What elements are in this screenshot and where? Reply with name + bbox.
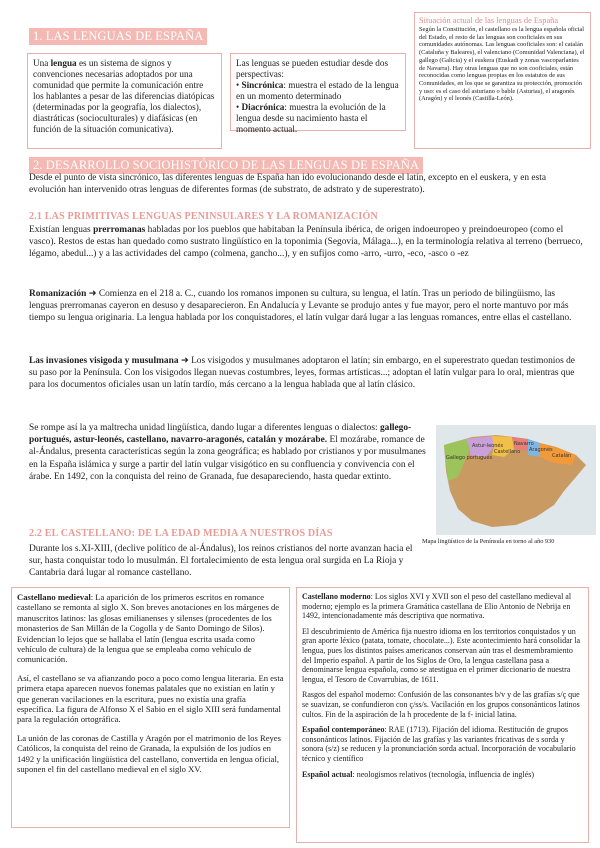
definition-text-pre: Una — [33, 58, 51, 68]
linguistic-map-930 — [436, 425, 596, 535]
medieval-term: Castellano medieval — [17, 592, 91, 602]
lengua-definition-box — [27, 53, 222, 149]
modern-p2: El descubrimiento de América fija nuestro idioma en los territorios conquistados y un gran aporte léxico (patata, tomate, chocolate...). Este acontecimiento hará consolidar la lengua, pues los distintos países americanos conservan aún tras el desmembramiento del Imperio español. A partir de los Siglos de Oro, la lengua castellana pasa a denominarse lengua española, como se atestigua en el primer diccionario de nuestra lengua, el Tesoro de Covarrubias, de 1611. — [302, 626, 581, 684]
medieval-p1: Castellano medieval: La aparición de los primeros escritos en romance castellano se remonta al siglo X. Son breves anotaciones en los márgenes de manuscritos latinos: las glosas emilianenses y silenses (procedentes de los monasterios de San Millán de la Cogolla y de Santo Domingo de Silos). Evidencian lo lejos que se hallaba el latín (lengua escrita usada como vehículo de cultura) de la lengua que se empleaba como vehículo de comunicación. — [17, 592, 280, 665]
castellano-medieval-box — [11, 587, 290, 828]
invasiones-paragraph: Las invasiones visigoda y musulmana ➜ Los visigodos y musulmanes adoptaron el latín; sin embargo, en el superestrato quedan testimonios de su paso por la Península. Con los visigodos llegan nuevas costumbres, leyes, formas artísticas...; adoptan el latín vulgar para lo oral, mientras que para los documentos oficiales usan un latín tardío, más cercano a la lengua hablada que al latín clásico. — [29, 356, 575, 391]
dialectos-paragraph: Se rompe así la ya maltrecha unidad lingüística, dando lugar a diferentes lenguas o dialectos: gallego-portugués, astur-leonés, castellano, navarro-aragonés, catalán y mozárabe. El mozárabe, romance de al-Ándalus, presenta características según la zona geográfica; es hablado por cristianos y por musulmanes en la España islámica y surge a partir del latín vulgar visigótico en su confluencia y convivencia con el árabe. En 1492, con la conquista del reino de Granada, fue desapareciendo, hasta quedar extinto. — [29, 423, 426, 482]
perspective-diachronic: • Diacrónica: muestra la evolución de la lengua desde su nacimiento hasta el momento actual. — [236, 102, 386, 134]
section-2-heading: 2. DESARROLLO SOCIOHISTÓRICO DE LAS LENGUAS DE ESPAÑA — [29, 157, 423, 174]
subsection-2-2-heading: 2.2 EL CASTELLANO: DE LA EDAD MEDIA A NUESTROS DÍAS — [29, 528, 333, 539]
modern-p3: Rasgos del español moderno: Confusión de las consonantes b/v y de las grafías s/ç que se suavizan, se confundieron con ç/ss/s. Vacilación en los grupos consonánticos latinos cultos. Fin de la aspiración de la h procedente de la f- inicial latina. — [302, 690, 580, 719]
lengua-term: lengua — [50, 58, 77, 68]
romanizacion-term: Romanización — [29, 289, 87, 299]
invasiones-term: Las invasiones visigoda y musulmana — [29, 356, 179, 366]
current-situation-text: Según la Constitución, el castellano es la lengua española oficial del Estado, el resto de las lenguas son cooficiales en sus comunidades autónomas. Las lenguas cooficiales son: el catalán (Cataluña y Baleares), el valenciano (Comunidad Valenciana), el gallego (Galicia) y el euskera (Euskadi y zonas vascoparlantes de Navarra). Hay otras lenguas que no son cooficiales, están reconocidas como lenguas propias en los estatutos de sus Comunidades, en los que se garantiza su protección, promoción y uso: es el caso del asturiano o bable (Asturias), el aragonés (Aragón) y el leonés (Castilla-León). — [419, 26, 585, 103]
prerromanas-term: prerromanas — [93, 225, 146, 235]
synchronic-text: : muestra el estado de la lengua en un momento determinado — [236, 80, 399, 101]
perspectives-intro: Las lenguas se pueden estudiar desde dos perspectivas: — [236, 58, 389, 79]
map-label-gallego: Gallego portugués — [446, 455, 493, 461]
subsection-2-1-heading: 2.1 LAS PRIMITIVAS LENGUAS PENINSULARES Y LA ROMANIZACIÓN — [29, 211, 378, 222]
castellano-origin-paragraph: Durante los s.XI-XIII, (declive político de al-Ándalus), los reinos cristianos del norte avanzan hacia el sur, hasta conquistar todo lo musulmán. El fortalecimiento de esta lengua oral surgida en La Rioja y Cantabria dará lugar al romance castellano. — [29, 544, 413, 579]
prerromanas-paragraph: Existían lenguas prerromanas habladas por los pueblos que habitaban la Península ibérica, de origen indoeuropeo y preindoeuropeo (como el vasco). Restos de estas han quedado como sustrato lingüístico en la toponimia (Segovia, Málaga...), en la terminología relativa al terreno (berrueco, légamo, abedul...) y a las actividades del campo (colmena, gancho...), y en sufijos como -arro, -urro, -eco, -asco o -ez — [29, 225, 583, 260]
moderno-term: Castellano moderno — [302, 592, 371, 601]
medieval-p2: Así, el castellano se va afianzando poco a poco como lengua literaria. En esta primera etapa aparecen nuevos fonemas palatales que no existían en latín y que generan vacilaciones en la escritura, pues no existía una grafía específica. La figura de Alfonso X el Sabio en el siglo XIII será fundamental para la regulación ortográfica. — [17, 672, 284, 725]
current-situation-box — [414, 12, 591, 149]
section-2-intro: Desde el punto de vista sincrónico, las diferentes lenguas de España han ido evolucionando desde el latín, excepto en el euskera, y en esta evolución han intervenido otras lenguas de diferentes formas (de substrato, de adstrato y de superestrato). — [29, 173, 547, 196]
diachronic-text: : muestra la evolución de la lengua desde su nacimiento hasta el momento actual. — [236, 102, 386, 134]
map-label-astur: Astur-leonés — [472, 443, 504, 449]
actual-p: Español actual: neologismos relativos (tecnología, influencia de inglés) — [302, 769, 534, 779]
modern-p1: Castellano moderno: Los siglos XVI y XVII son el peso del castellano medieval al moderno; ejemplo es la primera Gramática castellana de Elio Antonio de Nebrija en 1492, intencionadamente más descriptiva que normativa. — [302, 592, 572, 621]
synchronic-term: Sincrónica — [241, 80, 284, 90]
medieval-p3: La unión de las coronas de Castilla y Aragón por el matrimonio de los Reyes Católicos, la conquista del reino de Granada, la expulsión de los judíos en 1492 y la unificación lingüística del castellano, convertida en lengua oficial, suponen el fin del castellano medieval en el siglo XV. — [17, 732, 281, 775]
contemporaneo-term: Español contemporáneo — [302, 725, 385, 735]
definition-text: es un sistema de signos y convenciones necesarias adoptados por una comunidad que permite la comunicación entre los hablantes a pesar de las diferencias diatópicas (determinadas por la geografía, los dialectos), diastráticas (socioculturales) y diafásicas (en función de la situación comunicativa). — [33, 58, 215, 134]
romanizacion-paragraph: Romanización ➜ Comienza en el 218 a. C., cuando los romanos imponen su cultura, su lengua, el latín. Tras un periodo de bilingüismo, las lenguas prerromanas cayeron en desuso y desaparecieron. En Andalucía y Levante se produjo antes y fue mayor, pero el norte mantuvo por más tiempo su lengua originaria. La lengua hablada por los conquistadores, el latín vulgar dará lugar a las lenguas romances, entre ellas el castellano. — [29, 289, 572, 324]
diachronic-term: Diacrónica — [241, 102, 285, 112]
map-label-castellano: Castellano — [494, 449, 521, 455]
contemporaneo-p: Español contemporáneo: RAE (1713). Fijación del idioma. Restitución de grupos consonánticos latinos. Fijación de las grafías y las variantes fricativas de s sorda y sonora (s/z) se reducen y la pronunciación sorda actual. Incorporación de vocabulario técnico y científico — [302, 725, 576, 763]
perspectives-box — [230, 53, 406, 134]
actual-term: Español actual — [302, 769, 353, 779]
current-situation-title: Situación actual de las lenguas de España — [419, 16, 559, 25]
perspective-synchronic: • Sincrónica: muestra el estado de la lengua en un momento determinado — [236, 80, 399, 101]
section-1-heading: 1. LAS LENGUAS DE ESPAÑA — [29, 28, 207, 45]
dialect-list: gallego-portugués, astur-leonés, castellano, navarro-aragonés, catalán y mozárabe. — [29, 423, 412, 446]
castellano-moderno-box — [296, 587, 589, 843]
map-caption: Mapa lingüístico de la Península en torno al año 930 — [422, 538, 555, 545]
linguistic-map-svg — [436, 425, 596, 535]
map-label-navarro: Navarro — [514, 441, 534, 447]
map-label-catalan: Catalán — [552, 453, 572, 459]
map-label-aragones: Aragonés — [529, 447, 553, 453]
